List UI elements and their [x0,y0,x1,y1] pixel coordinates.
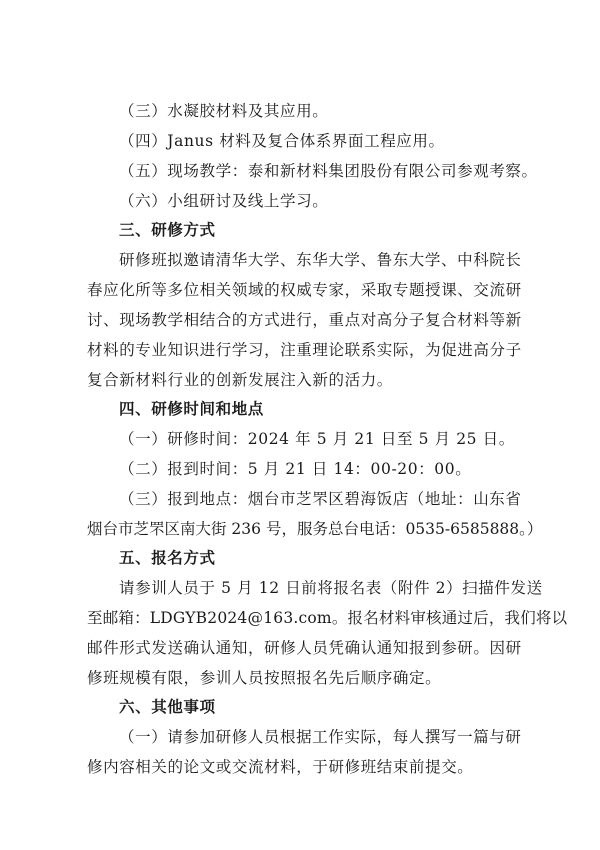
paragraph-line: 材料的专业知识进行学习，注重理论联系实际，为促进高分子 [87,341,522,359]
list-item: （四）Janus 材料及复合体系界面工程应用。 [119,132,445,150]
paragraph-line: 研修班拟邀请清华大学、东华大学、鲁东大学、中科院长 [119,251,522,269]
section-heading: 五、报名方式 [119,549,216,567]
section-heading: 三、研修方式 [119,221,216,239]
list-item: （六）小组研讨及线上学习。 [119,192,329,210]
section-heading: 六、其他事项 [119,698,216,716]
paragraph-line: 复合新材料行业的创新发展注入新的活力。 [87,371,393,389]
paragraph-line: （三）报到地点：烟台市芝罘区碧海饭店（地址：山东省 [119,490,522,508]
paragraph-line: 春应化所等多位相关领域的权威专家，采取专题授课、交流研 [87,281,522,299]
list-item: （五）现场教学：泰和新材料集团股份有限公司参观考察。 [119,162,538,180]
paragraph-line: 烟台市芝罘区南大街 236 号，服务总台电话：0535-6585888。） [87,520,543,538]
paragraph-line: 至邮箱：LDGYB2024@163.com。报名材料审核通过后，我们将以 [87,609,568,627]
paragraph-line: 讨、现场教学相结合的方式进行，重点对高分子复合材料等新 [87,311,522,329]
list-item: （三）水凝胶材料及其应用。 [119,102,329,120]
paragraph-line: （一）研修时间：2024 年 5 月 21 日至 5 月 25 日。 [119,430,515,448]
paragraph-line: 请参训人员于 5 月 12 日前将报名表（附件 2）扫描件发送 [119,579,543,597]
paragraph-line: 邮件形式发送确认通知，研修人员凭确认通知报到参研。因研 [87,639,522,657]
section-heading: 四、研修时间和地点 [119,400,264,418]
paragraph-line: （二）报到时间：5 月 21 日 14：00-20：00。 [119,460,472,478]
paragraph-line: 修班规模有限，参训人员按照报名先后顺序确定。 [87,669,442,687]
paragraph-line: 修内容相关的论文或交流材料，于研修班结束前提交。 [87,758,474,776]
paragraph-line: （一）请参加研修人员根据工作实际，每人撰写一篇与研 [119,728,522,746]
